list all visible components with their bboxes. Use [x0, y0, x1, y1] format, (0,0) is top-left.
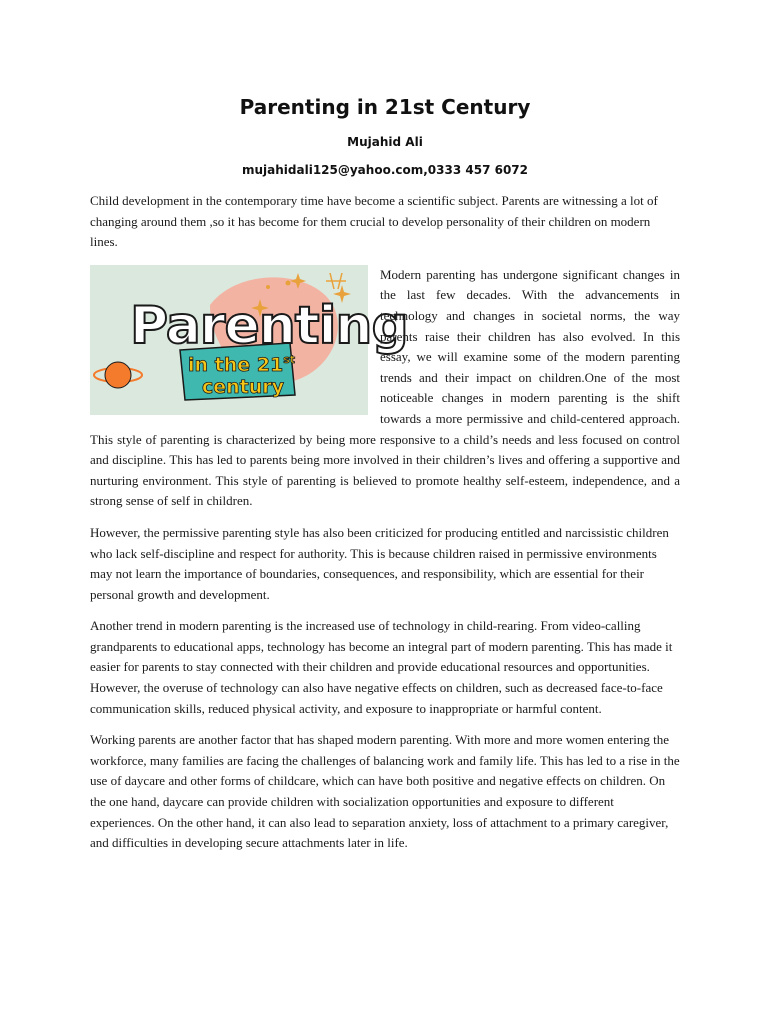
illustration-line2: century [202, 375, 285, 398]
illustration-word: Parenting [130, 295, 408, 356]
star-icon [266, 285, 270, 289]
body-paragraph: However, the permissive parenting style has also been criticized for producing entitled and narcissistic children who lack self-discipline and respect for authority. This is because children raised in permissive environments may not learn the importance of boundaries, consequences, and responsibility, which are essential for their personal growth and development. [90, 524, 669, 602]
body-paragraph: Another trend in modern parenting is the increased use of technology in child-rearing. From video-calling grandparents to educational apps, technology has become an integral part of modern parenting. This has made it easier for parents to stay connected with their children and provide educational resources and opportunities. However, the overuse of technology can also have negative effects on children, such as decreased face-to-face communication skills, reduced physical activity, and exposure to inappropriate or harmful content. [90, 618, 673, 716]
author-name: Mujahid Ali [347, 135, 423, 149]
intro-paragraph: Child development in the contemporary time have become a scientific subject. Parents are witnessing a lot of changing around them ,so it has become for them crucial to develop personality of their children on modern lines. [90, 193, 658, 250]
body-paragraph: Modern parenting has undergone significant changes in the last few decades. With the advancements in technology and changes in societal norms, the way parents raise their children has also evolved. In this essay, we will examine some of the modern parenting trends and their impact on children.One of the most noticeable changes in modern parenting is the shift towards a more permissive and child-centered approach. This style of parenting is characterized by being more responsive to a child’s needs and less focused on control and discipline. This has led to parents being more involved in their children’s lives and offering a supportive and nurturing environment. This style of parenting is believed to promote healthy self-esteem, independence, and a strong sense of self in children. [90, 266, 680, 509]
body-paragraph: Working parents are another factor that has shaped modern parenting. With more and more women entering the workforce, many families are facing the challenges of balancing work and family life. This has led to a rise in the use of daycare and other forms of childcare, which can have both positive and negative effects on children. On the one hand, daycare can provide children with socialization opportunities and exposure to different experiences. On the other hand, it can also lead to separation anxiety, loss of attachment to a primary caregiver, and difficulties in developing secure attachments later in life. [90, 732, 680, 851]
illustration-line1: in the 21st [188, 352, 296, 376]
document-title: Parenting in 21st Century [239, 95, 531, 119]
parenting-illustration [90, 265, 408, 415]
planet-icon [105, 362, 131, 388]
parenting-illustration-svg [90, 265, 408, 415]
star-icon [286, 280, 291, 285]
author-contact: mujahidali125@yahoo.com,0333 457 6072 [241, 163, 528, 177]
